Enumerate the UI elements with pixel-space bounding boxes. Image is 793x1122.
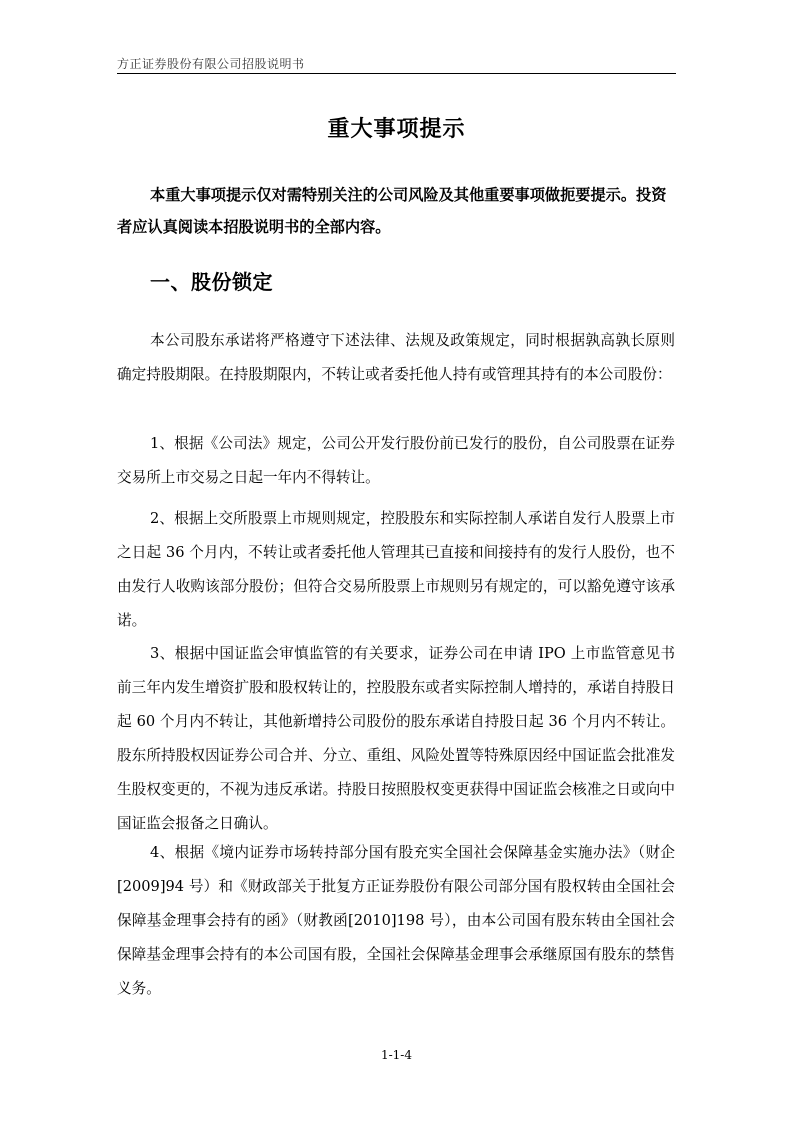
intro-paragraph: 本重大事项提示仅对需特别关注的公司风险及其他重要事项做扼要提示。投资者应认真阅读本招股说明书的全部内容。: [117, 186, 667, 236]
body-paragraph-item-3: 3、根据中国证监会审慎监管的有关要求，证券公司在申请 IPO 上市监管意见书前三年内发生增资扩股和股权转让的，控股股东或者实际控制人增持的，承诺自持股日起 60 个月内不转让，其他新增持公司股份的股东承诺自持股日起 36 个月内不转让。股东所持股权因证券公司合并、分立、重组、风险处置等特殊原因经中国证监会批准发生股权变更的，不视为违反承诺。持股日按照股权变更获得中国证监会核准之日或向中国证监会报备之日确认。: [117, 645, 675, 832]
document-title: 重大事项提示: [327, 117, 466, 142]
body-paragraph-lead: 本公司股东承诺将严格遵守下述法律、法规及政策规定，同时根据孰高孰长原则确定持股期限。在持股期限内，不转让或者委托他人持有或管理其持有的本公司股份：: [117, 332, 675, 383]
body-paragraph-item-2: 2、根据上交所股票上市规则规定，控股股东和实际控制人承诺自发行人股票上市之日起 36 个月内，不转让或者委托他人管理其已直接和间接持有的发行人股份，也不由发行人收购该部分股份；但符合交易所股票上市规则另有规定的，可以豁免遵守该承诺。: [117, 510, 675, 629]
body-paragraph-item-1: 1、根据《公司法》规定，公司公开发行股份前已发行的股份，自公司股票在证券交易所上市交易之日起一年内不得转让。: [117, 435, 675, 486]
running-header: 方正证券股份有限公司招股说明书: [117, 57, 305, 71]
body-paragraph-item-4: 4、根据《境内证券市场转持部分国有股充实全国社会保障基金实施办法》（财企[2009]94 号）和《财政部关于批复方正证券股份有限公司部分国有股权转由全国社会保障基金理事会持有的函》（财教函[2010]198 号），由本公司国有股东转由全国社会保障基金理事会持有的本公司国有股，全国社会保障基金理事会承继原国有股东的禁售义务。: [117, 844, 675, 997]
header-rule: [117, 73, 676, 74]
page-number: 1-1-4: [380, 1048, 412, 1062]
section-heading: 一、股份锁定: [150, 270, 273, 294]
